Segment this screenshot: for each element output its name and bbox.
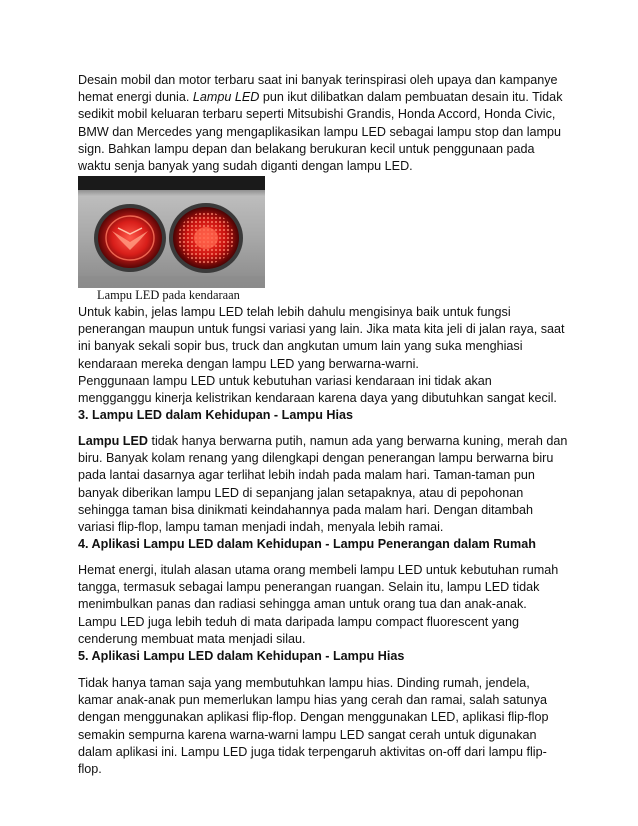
paragraph-cabin xyxy=(78,304,568,407)
cabin-text-2: Penggunaan lampu LED untuk kebutuhan variasi kendaraan ini tidak akan mengganggu kinerja kelistrikan kendaraan karena daya yang dibutuhkan sangat kecil. xyxy=(78,373,557,406)
photo-caption: Lampu LED pada kendaraan xyxy=(97,288,240,302)
led-taillight-photo xyxy=(78,176,265,288)
paragraph-intro xyxy=(78,72,568,175)
intro-text: Desain mobil dan motor terbaru saat ini banyak terinspirasi oleh upaya dan kampanye hemat energi dunia. xyxy=(78,73,558,105)
section-3-text: tidak hanya berwarna putih, namun ada yang berwarna kuning, merah dan biru. Banyak kolam renang yang dilengkapi dengan penerangan lampu berwarna biru pada lantai dasarnya agar terlihat lebih indah pada malam hari. Taman-taman pun banyak diberikan lampu LED di sepanjang jalan setapaknya, atau di pepohonan sehingga taman bisa dinikmati keindahannya pada malam hari. Dengan ditambah variasi flip-flop, lampu taman menjadi indah, menyala lebih ramai. xyxy=(78,434,568,535)
paragraph-section-5: Tidak hanya taman saja yang membutuhkan lampu hias. Dinding rumah, jendela, kamar anak-anak pun memerlukan lampu hias yang cerah dan ramai, salah satunya dengan menggunakan aplikasi flip-flop. Dengan menggunakan LED, aplikasi flip-flop semakin sempurna karena warna-warni lampu LED sangat cerah untuk digunakan dalam aplikasi ini. Lampu LED juga tidak terpengaruh aktivitas on-off dari lampu flip-flop. xyxy=(78,676,549,777)
section-heading-5: 5. Aplikasi Lampu LED dalam Kehidupan - Lampu Hias xyxy=(78,649,405,663)
intro-text-cont: pun ikut dilibatkan dalam pembuatan desain itu. Tidak sedikit mobil keluaran terbaru seperti Mitsubishi Grandis, Honda Accord, Honda Civic, BMW dan Mercedes yang mengaplikasikan lampu LED sebagai lampu stop dan lampu sign. Bahkan lampu depan dan belakang berukuran kecil untuk penggunaan pada waktu senja banyak yang sudah diganti dengan lampu LED. xyxy=(78,90,563,174)
section-heading-4: 4. Aplikasi Lampu LED dalam Kehidupan - Lampu Penerangan dalam Rumah xyxy=(78,537,536,551)
section-heading-3: 3. Lampu LED dalam Kehidupan - Lampu Hias xyxy=(78,408,354,422)
intro-italic-term: Lampu LED xyxy=(192,90,260,105)
section-3-bold-term: Lampu LED xyxy=(78,434,148,448)
paragraph-section-3 xyxy=(78,433,568,536)
paragraph-section-4: Hemat energi, itulah alasan utama orang membeli lampu LED untuk kebutuhan rumah tangga, termasuk sebagai lampu penerangan ruangan. Selain itu, lampu LED tidak menimbulkan panas dan radiasi sehingga aman untuk orang tua dan anak-anak. Lampu LED juga lebih teduh di mata daripada lampu compact fluorescent yang cenderung membuat mata menjadi silau. xyxy=(78,563,559,646)
cabin-text: Untuk kabin, jelas lampu LED telah lebih dahulu mengisinya baik untuk fungsi penerangan maupun untuk fungsi variasi yang lain. Jika mata kita jeli di jalan raya, saat ini banyak sekali sopir bus, truck dan angkutan umum lain yang suka menghiasi kendaraan mereka dengan lampu LED yang berwarna-warni. xyxy=(78,305,565,371)
